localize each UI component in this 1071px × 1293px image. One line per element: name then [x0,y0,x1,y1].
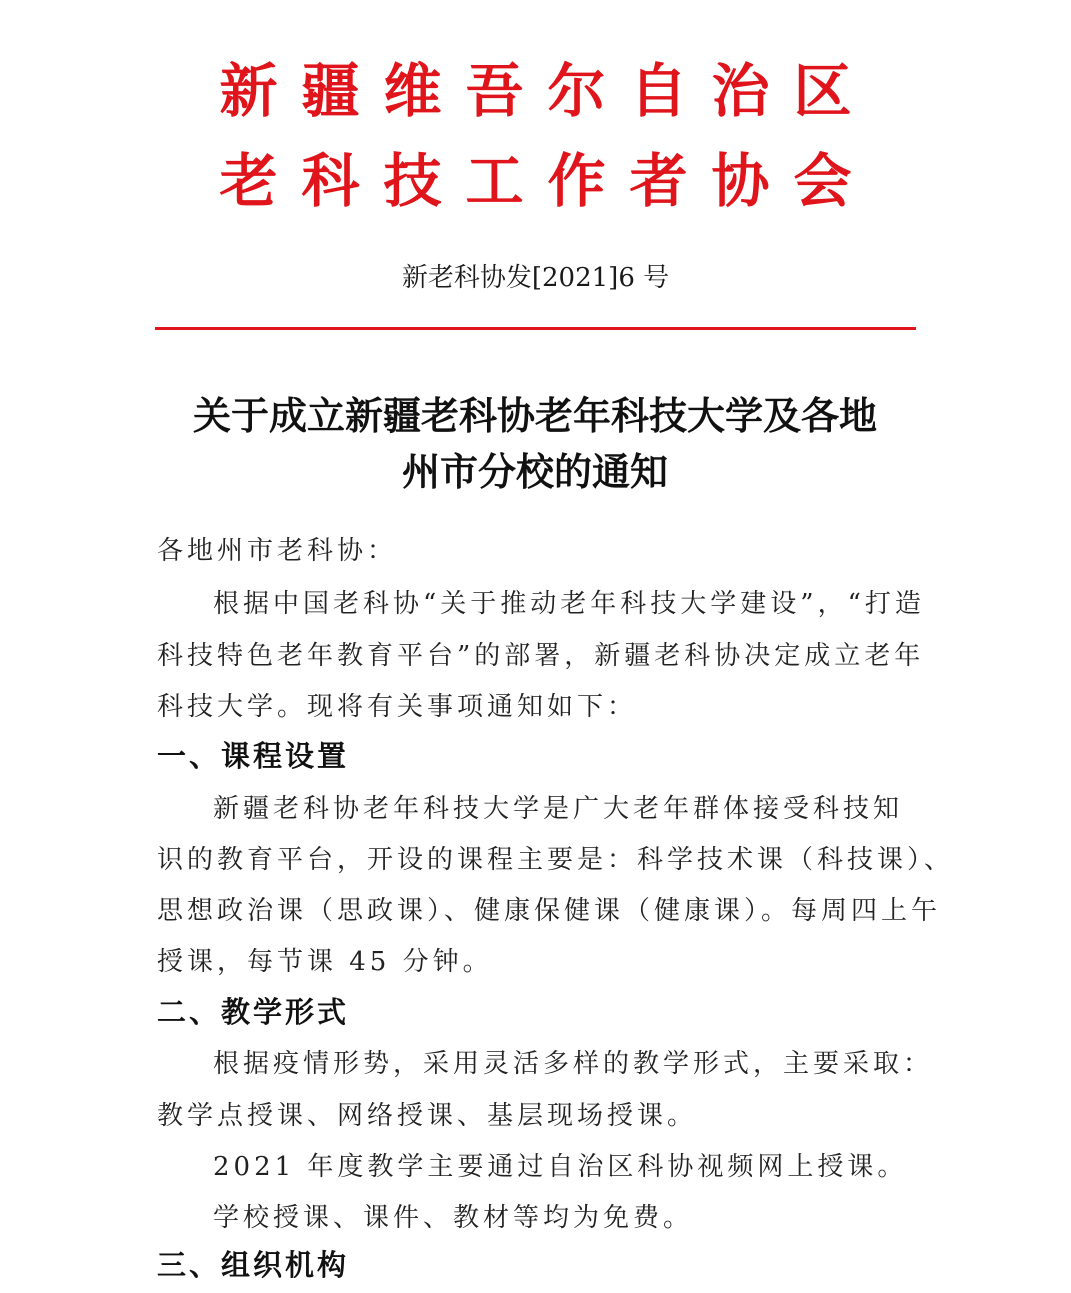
title-line-1: 关于成立新疆老科协老年科技大学及各地 [192,394,877,438]
section-1-line-2: 识的教育平台，开设的课程主要是：科学技术课（科技课）、 [157,845,955,875]
section-1-line-4: 授课，每节课 45 分钟。 [157,947,493,977]
red-divider-line [155,327,916,330]
section-2-line-2: 教学点授课、网络授课、基层现场授课。 [157,1101,698,1131]
org-name-line-2: 老科技工作者协会 [219,147,876,215]
section-1-line-1: 新疆老科协老年科技大学是广大老年群体接受科技知 [213,794,904,824]
intro-line-1: 根据中国老科协“关于推动老年科技大学建设”，“打造 [213,589,925,619]
section-2-line-4: 学校授课、课件、教材等均为免费。 [213,1203,694,1233]
section-1-heading: 一、课程设置 [157,739,350,773]
document-title [140,388,930,500]
intro-line-2: 科技特色老年教育平台”的部署，新疆老科协决定成立老年 [157,641,925,671]
intro-line-3: 科技大学。现将有关事项通知如下： [157,692,638,722]
salutation: 各地州市老科协： [157,536,398,566]
org-name-line-1: 新疆维吾尔自治区 [219,57,876,125]
section-2-heading: 二、教学形式 [157,995,350,1029]
document-number: 新老科协发[2021]6 号 [401,263,670,293]
title-line-2: 州市分校的通知 [401,450,668,494]
section-1-line-3: 思想政治课（思政课）、健康保健课（健康课）。每周四上午 [157,896,942,926]
section-2-line-3: 2021 年度教学主要通过自治区科协视频网上授课。 [213,1152,908,1182]
section-3-heading: 三、组织机构 [157,1248,350,1282]
section-2-line-1: 根据疫情形势，采用灵活多样的教学形式，主要采取： [213,1049,934,1079]
